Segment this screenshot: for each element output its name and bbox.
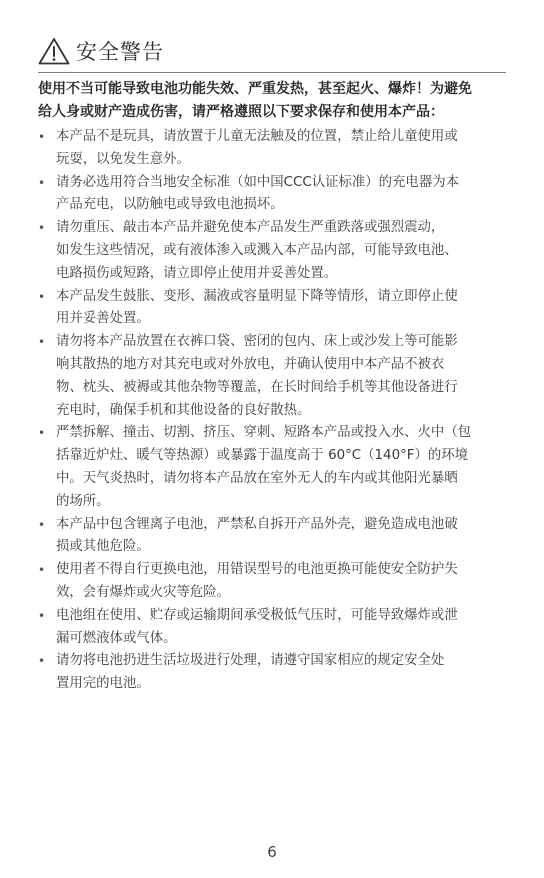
warning-list-item-line: 电池组在使用、贮存或运输期间承受极低气压时，可能导致爆炸或泄	[56, 607, 458, 623]
warning-list-item-line: 请勿将电池扔进生活垃圾进行处理，请遵守国家相应的规定安全处	[56, 653, 445, 669]
warning-list-item	[38, 126, 508, 172]
warning-list-item-line: 本产品中包含锂离子电池，严禁私自拆开产品外壳，避免造成电池破	[56, 516, 458, 532]
warning-list-item	[38, 217, 508, 285]
bullet-marker: •	[38, 563, 46, 578]
warning-list-item	[38, 605, 508, 651]
warning-triangle-icon	[38, 37, 70, 65]
bullet-marker: •	[38, 130, 46, 144]
warning-list-item-line: 玩耍，以免发生意外。	[56, 151, 190, 167]
intro-line: 给人身或财产造成伤害，请严格遵照以下要求保存和使用本产品：	[38, 104, 444, 120]
bullet-marker: •	[38, 335, 46, 350]
intro-paragraph	[38, 78, 508, 124]
bullet-marker: •	[38, 654, 46, 669]
warning-list-item-line: 物、枕头、被褥或其他杂物等覆盖，在长时间给手机等其他设备进行	[56, 379, 458, 395]
bullet-marker: •	[38, 517, 46, 532]
intro-line: 使用不当可能导致电池功能失效、严重发热，甚至起火、爆炸！为避免	[38, 81, 472, 97]
bullet-marker: •	[38, 221, 46, 236]
warning-list-item-line: 响其散热的地方对其充电或对外放电，并确认使用中本产品不被衣	[56, 356, 445, 372]
warning-list-item-line: 严禁拆解、撞击、切割、挤压、穿刺、短路本产品或投入水、火中（包	[56, 425, 472, 441]
warning-list-item-line: 置用完的电池。	[56, 676, 150, 692]
bullet-marker: •	[38, 608, 46, 623]
section-header	[38, 34, 506, 68]
warning-list-item-line: 请务必选用符合当地安全标准（如中国CCC认证标准）的充电器为本	[56, 174, 459, 190]
warning-list-item-line: 请勿将本产品放置在衣裤口袋、密闭的包内、床上或沙发上等可能影	[56, 334, 458, 350]
bullet-marker: •	[38, 175, 46, 190]
warning-list-item-line: 效，会有爆炸或火灾等危险。	[56, 584, 231, 600]
warning-list-item	[38, 286, 508, 332]
warning-list-item	[38, 422, 508, 513]
warning-list-item-line: 中。天气炎热时，请勿将本产品放在室外无人的车内或其他阳光暴晒	[56, 470, 458, 486]
warning-list-item-line: 电路损伤或短路，请立即停止使用并妥善处置。	[56, 265, 338, 281]
warning-list-item	[38, 331, 508, 422]
warning-list-item-line: 产品充电，以防触电或导致电池损坏。	[56, 197, 284, 213]
warning-list-item-line: 本产品不是玩具，请放置于儿童无法触及的位置，禁止给儿童使用或	[56, 129, 458, 144]
bullet-marker: •	[38, 426, 46, 441]
warning-list	[38, 126, 508, 696]
section-title: 安全警告	[76, 40, 164, 64]
warning-list-item-line: 请勿重压、敲击本产品并避免使本产品发生严重跌落或强烈震动，	[56, 220, 445, 236]
warning-list-item-line: 用并妥善处置。	[56, 311, 150, 327]
warning-list-item	[38, 559, 508, 605]
warning-list-item	[38, 172, 508, 218]
warning-list-item-line: 充电时，确保手机和其他设备的良好散热。	[56, 402, 311, 418]
title-divider	[38, 72, 506, 73]
warning-list-item-line: 如发生这些情况，或有液体渗入或溅入本产品内部，可能导致电池、	[56, 242, 458, 258]
warning-list-item-line: 使用者不得自行更换电池，用错误型号的电池更换可能使安全防护失	[56, 562, 458, 578]
bullet-marker: •	[38, 289, 46, 304]
warning-list-item-line: 括靠近炉灶、暖气等热源）或暴露于温度高于 60°C（140°F）的环境	[56, 448, 469, 464]
page-number: 6	[267, 843, 277, 861]
warning-list-item-line: 本产品发生鼓胀、变形、漏液或容量明显下降等情形，请立即停止使	[56, 288, 458, 304]
warning-list-item-line: 的场所。	[56, 493, 110, 509]
warning-list-item	[38, 650, 508, 696]
warning-list-item	[38, 514, 508, 560]
warning-list-item-line: 漏可燃液体或气体。	[56, 630, 177, 646]
warning-list-item-line: 损或其他危险。	[56, 539, 150, 555]
